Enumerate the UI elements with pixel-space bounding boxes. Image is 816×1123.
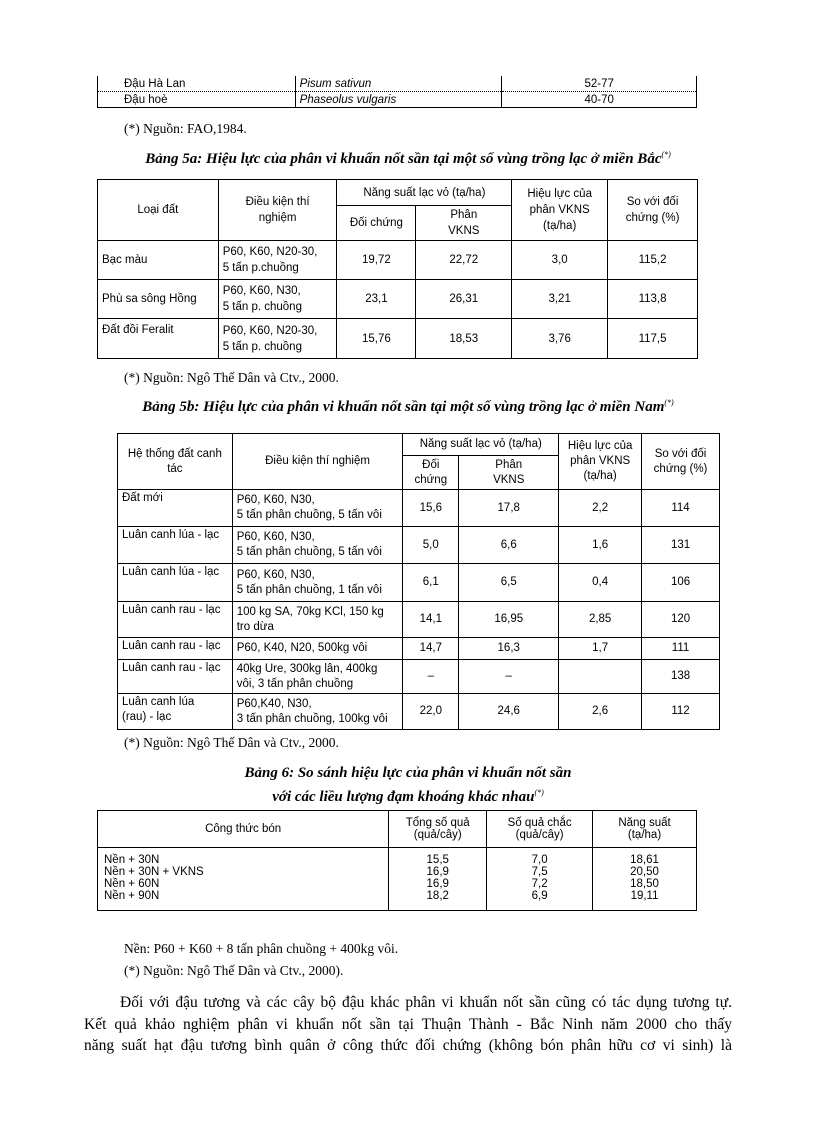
condition-cell (218, 241, 337, 280)
compare-cell: 120 (642, 602, 720, 638)
effect-cell: 3,0 (512, 241, 608, 280)
vkns-cell: 26,31 (416, 280, 512, 319)
system-cell (118, 527, 233, 564)
condition-cell (232, 602, 403, 638)
vkns-cell: 16,95 (459, 602, 559, 638)
effect-cell: 1,6 (559, 527, 642, 564)
condition-line: P60, K60, N30, (222, 285, 301, 297)
effect-cell: 0,4 (559, 564, 642, 602)
table-row (118, 564, 720, 602)
table-row (118, 490, 720, 527)
header-compare: So với đối chứng (%) (642, 434, 720, 490)
effect-cell: 2,85 (559, 602, 642, 638)
condition-cell (232, 490, 403, 527)
condition-cell (232, 660, 403, 694)
condition-line: 40kg Ure, 300kg lân, 400kg (236, 662, 378, 675)
compare-cell: 113,8 (608, 280, 698, 319)
condition-line: P60, K40, N20, 500kg vôi (236, 642, 368, 654)
compare-cell: 131 (642, 527, 720, 564)
formula-cell: Nền + 30N + VKNS (104, 866, 204, 878)
header-yield-group: Năng suất lạc vỏ (tạ/ha) (403, 434, 559, 456)
header-system: Hệ thống đất canh tác (118, 434, 233, 490)
firm-cell: 6,9 (531, 890, 548, 902)
control-cell: 5,0 (403, 527, 459, 564)
control-cell: 15,6 (403, 490, 459, 527)
table-row (118, 602, 720, 638)
system-line: Đất mới (122, 492, 163, 504)
control-cell: 15,76 (337, 319, 416, 359)
condition-line: 100 kg SA, 70kg KCl, 150 kg (236, 605, 384, 618)
table-row (118, 660, 720, 694)
control-cell: 23,1 (337, 280, 416, 319)
header-formula: Công thức bón (98, 811, 389, 848)
table-row (118, 527, 720, 564)
vkns-cell: 16,3 (459, 638, 559, 660)
table5a-caption-text: Bảng 5a: Hiệu lực của phân vi khuẩn nốt sần tại một số vùng trồng lạc ở miền Bắc (145, 151, 662, 167)
table-body (98, 848, 697, 911)
effect-cell (559, 660, 642, 694)
plant-name: Đậu hoè (98, 92, 296, 108)
table-5b (117, 433, 720, 730)
control-cell: 14,1 (403, 602, 459, 638)
yield-cell: 20,50 (630, 866, 659, 878)
table-row (98, 280, 698, 319)
paragraph-line: Đối với đậu tương và các cây bộ đậu khác phân vi khuẩn nốt sần cũng có tác dụng tương tự. (120, 994, 732, 1011)
condition-line: 5 tấn p.chuồng (222, 262, 299, 274)
system-line: Luân canh lúa - lạc (122, 529, 220, 541)
source-note-fao: (*) Nguồn: FAO,1984. (124, 121, 247, 136)
firm-cell: 7,0 (531, 854, 548, 866)
system-cell (118, 490, 233, 527)
soil-cell: Bạc màu (98, 241, 219, 280)
header-row (118, 434, 720, 456)
body-paragraph (84, 992, 732, 1057)
vkns-cell: 6,5 (459, 564, 559, 602)
table5a-caption (84, 150, 732, 168)
plant-name: Đậu Hà Lan (98, 76, 296, 92)
source-note-5b: (*) Nguồn: Ngô Thế Dân và Ctv., 2000. (124, 735, 339, 750)
condition-line: P60, K60, N30, (236, 494, 315, 506)
header-row (98, 811, 697, 848)
condition-line: vôi, 3 tấn phân chuồng (236, 677, 354, 690)
header-control: Đối chứng (403, 456, 459, 490)
condition-cell (232, 564, 403, 602)
vkns-cell: 6,6 (459, 527, 559, 564)
firm-cell: 7,2 (531, 878, 548, 890)
header-yield-group: Năng suất lạc vỏ (tạ/ha) (337, 180, 512, 206)
condition-line: P60, K60, N20-30, (222, 246, 318, 258)
system-cell (118, 564, 233, 602)
system-line: Luân canh lúa - lạc (122, 566, 220, 578)
condition-line: 5 tấn phân chuồng, 5 tấn vôi (236, 509, 382, 521)
effect-cell: 2,6 (559, 694, 642, 730)
table6-caption-line2-wrap (84, 783, 732, 807)
control-cell: 19,72 (337, 241, 416, 280)
yield-column (593, 848, 697, 911)
condition-line: 5 tấn p. chuồng (222, 340, 302, 353)
table-row (98, 76, 697, 92)
header-yield: Năng suất (tạ/ha) (593, 811, 697, 848)
header-condition: Điều kiện thí nghiệm (218, 180, 337, 241)
firm-column (487, 848, 593, 911)
source-note-5a: (*) Nguồn: Ngô Thế Dân và Ctv., 2000. (124, 370, 339, 385)
total-column (389, 848, 487, 911)
table-6 (97, 810, 697, 911)
total-cell: 16,9 (426, 866, 449, 878)
system-cell (118, 638, 233, 660)
effect-cell: 3,76 (512, 319, 608, 359)
table-row (98, 319, 698, 359)
header-effect: Hiệu lực của phân VKNS (tạ/ha) (559, 434, 642, 490)
control-cell: – (403, 660, 459, 694)
condition-cell (218, 319, 337, 359)
condition-line: 3 tấn phân chuồng, 100kg vôi (236, 712, 388, 725)
condition-line: P60, K60, N20-30, (222, 324, 318, 337)
caption-footnote-mark: (*) (534, 788, 544, 797)
control-cell: 14,7 (403, 638, 459, 660)
table-row (98, 241, 698, 280)
paragraph-line: năng suất hạt đậu tương bình quân ở công thức đối chứng (không bón phân hữu cơ vi sinh) là (84, 1037, 732, 1054)
formula-cell: Nền + 30N (104, 854, 160, 866)
compare-cell: 138 (642, 660, 720, 694)
condition-cell (218, 280, 337, 319)
value-cell: 40-70 (502, 92, 697, 108)
header-condition: Điều kiện thí nghiệm (232, 434, 403, 490)
scientific-name: Pisum sativun (295, 76, 502, 92)
caption-footnote-mark: (*) (664, 398, 674, 407)
table-row (98, 92, 697, 108)
effect-cell: 1,7 (559, 638, 642, 660)
condition-line: P60,K40, N30, (236, 697, 312, 710)
compare-cell: 106 (642, 564, 720, 602)
condition-line: 5 tấn p. chuồng (222, 301, 302, 313)
vkns-cell: – (459, 660, 559, 694)
header-total-pods: Tổng số quả (quả/cây) (389, 811, 487, 848)
top-table (97, 76, 697, 108)
base-formula-note: Nền: P60 + K60 + 8 tấn phân chuồng + 400kg vôi. (124, 941, 399, 956)
yield-cell: 18,61 (630, 854, 659, 866)
paragraph-line: Kết quả khảo nghiệm phân vi khuẩn nốt sần tại Thuận Thành - Bắc Ninh năm 2000 cho thấy (84, 1015, 732, 1033)
vkns-cell: 24,6 (459, 694, 559, 730)
system-cell (118, 602, 233, 638)
header-firm-pods: Số quả chắc (quả/cây) (487, 811, 593, 848)
header-effect: Hiệu lực của phân VKNS (tạ/ha) (512, 180, 608, 241)
source-note-6: (*) Nguồn: Ngô Thế Dân và Ctv., 2000). (124, 963, 344, 978)
table5b-caption (84, 398, 732, 416)
firm-cell: 7,5 (531, 866, 548, 878)
compare-cell: 112 (642, 694, 720, 730)
effect-cell: 2,2 (559, 490, 642, 527)
system-line: Luân canh rau - lạc (122, 604, 221, 616)
total-cell: 15,5 (426, 854, 449, 866)
system-cell (118, 660, 233, 694)
header-control: Đối chứng (337, 206, 416, 241)
table6-caption-line2: với các liều lượng đạm khoáng khác nhau (272, 789, 535, 805)
condition-line: tro dừa (236, 620, 274, 633)
condition-line: P60, K60, N30, (236, 568, 315, 581)
system-line: Luân canh rau - lạc (122, 640, 221, 652)
effect-cell: 3,21 (512, 280, 608, 319)
condition-cell (232, 527, 403, 564)
system-line: Luân canh rau - lạc (122, 662, 221, 674)
compare-cell: 114 (642, 490, 720, 527)
header-compare: So với đối chứng (%) (608, 180, 698, 241)
yield-cell: 18,50 (630, 878, 659, 890)
system-line: (rau) - lạc (122, 711, 172, 723)
soil-cell: Đất đồi Feralit (98, 319, 219, 359)
formula-column (98, 848, 389, 911)
compare-cell: 111 (642, 638, 720, 660)
compare-cell: 115,2 (608, 241, 698, 280)
condition-line: 5 tấn phân chuồng, 1 tấn vôi (236, 583, 382, 596)
control-cell: 22,0 (403, 694, 459, 730)
total-cell: 16,9 (426, 878, 449, 890)
header-vkns: Phân VKNS (459, 456, 559, 490)
total-cell: 18,2 (426, 890, 449, 902)
yield-cell: 19,11 (630, 890, 659, 902)
value-cell: 52-77 (502, 76, 697, 92)
compare-cell: 117,5 (608, 319, 698, 359)
table-5a (97, 179, 698, 359)
condition-cell (232, 638, 403, 660)
table5b-caption-text: Bảng 5b: Hiệu lực của phân vi khuẩn nốt sần tại một số vùng trồng lạc ở miền Nam (142, 399, 665, 415)
header-vkns: Phân VKNS (416, 206, 512, 241)
soil-cell: Phù sa sông Hồng (98, 280, 219, 319)
header-soil: Loại đất (98, 180, 219, 241)
table6-caption (84, 764, 732, 807)
system-line: Luân canh lúa (122, 696, 195, 708)
table6-caption-line1: Bảng 6: So sánh hiệu lực của phân vi khuẩn nốt sần (244, 765, 572, 781)
vkns-cell: 22,72 (416, 241, 512, 280)
condition-line: 5 tấn phân chuồng, 5 tấn vôi (236, 546, 382, 558)
header-row (98, 180, 698, 206)
vkns-cell: 18,53 (416, 319, 512, 359)
table-row (118, 694, 720, 730)
scientific-name: Phaseolus vulgaris (295, 92, 502, 108)
vkns-cell: 17,8 (459, 490, 559, 527)
table-row (118, 638, 720, 660)
control-cell: 6,1 (403, 564, 459, 602)
caption-footnote-mark: (*) (661, 150, 671, 159)
system-cell (118, 694, 233, 730)
formula-cell: Nền + 90N (104, 890, 160, 902)
formula-cell: Nền + 60N (104, 878, 160, 890)
condition-cell (232, 694, 403, 730)
condition-line: P60, K60, N30, (236, 531, 315, 543)
